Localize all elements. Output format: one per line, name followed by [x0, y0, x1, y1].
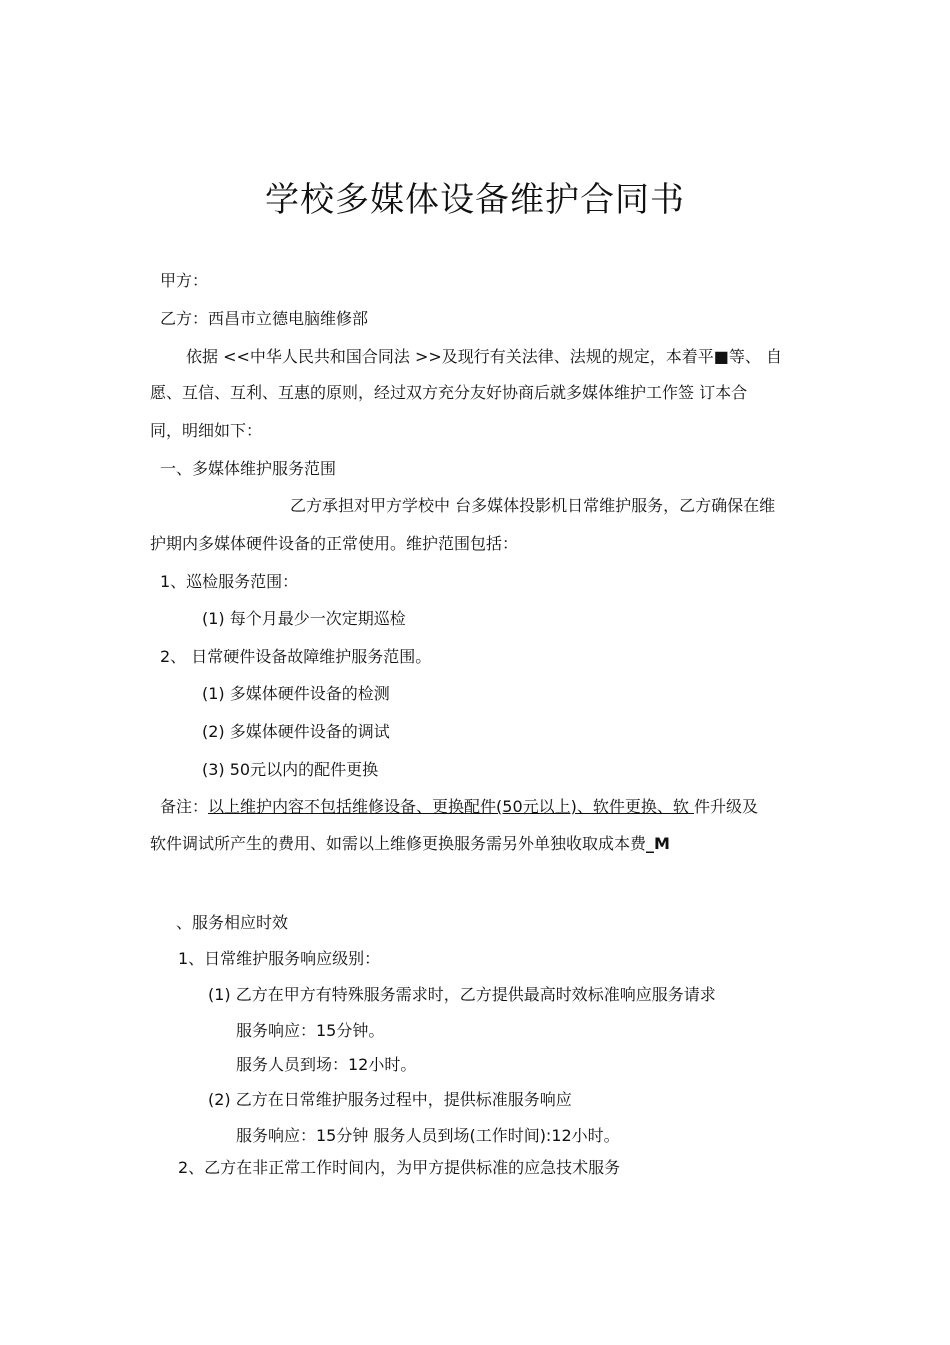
- intro-line-2: 愿、互信、互利、互惠的原则，经过双方充分友好协商后就多媒体维护工作签 订本合: [150, 383, 748, 402]
- inspection-scope-item: 1、巡检服务范围：: [160, 572, 299, 591]
- note-text-rest: 件升级及: [693, 797, 758, 816]
- party-a-line: 甲方：: [160, 271, 209, 290]
- response-subitem-1-response: 服务响应：15分钟。: [236, 1021, 385, 1040]
- note-line-1: [160, 796, 758, 818]
- note-line-2-end: _M: [646, 834, 670, 853]
- response-subitem-1-onsite: 服务人员到场：12小时。: [236, 1055, 417, 1074]
- inspection-scope-subitem-1: (1) 每个月最少一次定期巡检: [202, 609, 406, 628]
- hardware-subitem-1: (1) 多媒体硬件设备的检测: [202, 684, 390, 703]
- response-subitem-2-details: 服务响应：15分钟 服务人员到场(工作时间):12小时。: [236, 1126, 620, 1145]
- note-line-2-text: 软件调试所产生的费用、如需以上维修更换服务需另外单独收取成本费: [150, 834, 647, 853]
- section-1-para-line-2: 护期内多媒体硬件设备的正常使用。维护范围包括：: [150, 534, 519, 553]
- note-underlined-text: 以上维护内容不包括维修设备、更换配件(50元以上)、软件更换、软: [208, 797, 694, 816]
- response-level-item: 1、日常维护服务响应级别：: [178, 949, 381, 968]
- hardware-subitem-2: (2) 多媒体硬件设备的调试: [202, 722, 390, 741]
- note-label: 备注：: [160, 797, 209, 816]
- response-subitem-1: (1) 乙方在甲方有特殊服务需求时，乙方提供最高时效标准响应服务请求: [208, 985, 716, 1004]
- document-title: 学校多媒体设备维护合同书: [265, 180, 685, 220]
- party-b-line: 乙方：西昌市立德电脑维修部: [160, 309, 369, 328]
- intro-line-3: 同，明细如下：: [150, 421, 263, 440]
- section-1-para-line-1: 乙方承担对甲方学校中 台多媒体投影机日常维护服务，乙方确保在维: [290, 496, 776, 515]
- section-1-heading: 一、多媒体维护服务范围: [160, 459, 337, 478]
- hardware-subitem-3: (3) 50元以内的配件更换: [202, 760, 379, 779]
- intro-line-1: 依据 <<中华人民共和国合同法 >>及现行有关法律、法规的规定，本着平■等、 自: [186, 347, 783, 366]
- section-2-heading: 、服务相应时效: [176, 913, 289, 932]
- note-line-2: [150, 833, 670, 855]
- response-subitem-2: (2) 乙方在日常维护服务过程中，提供标准服务响应: [208, 1090, 572, 1109]
- emergency-service-item: 2、乙方在非正常工作时间内，为甲方提供标准的应急技术服务: [178, 1158, 621, 1177]
- hardware-maintenance-item: 2、 日常硬件设备故障维护服务范围。: [160, 647, 432, 666]
